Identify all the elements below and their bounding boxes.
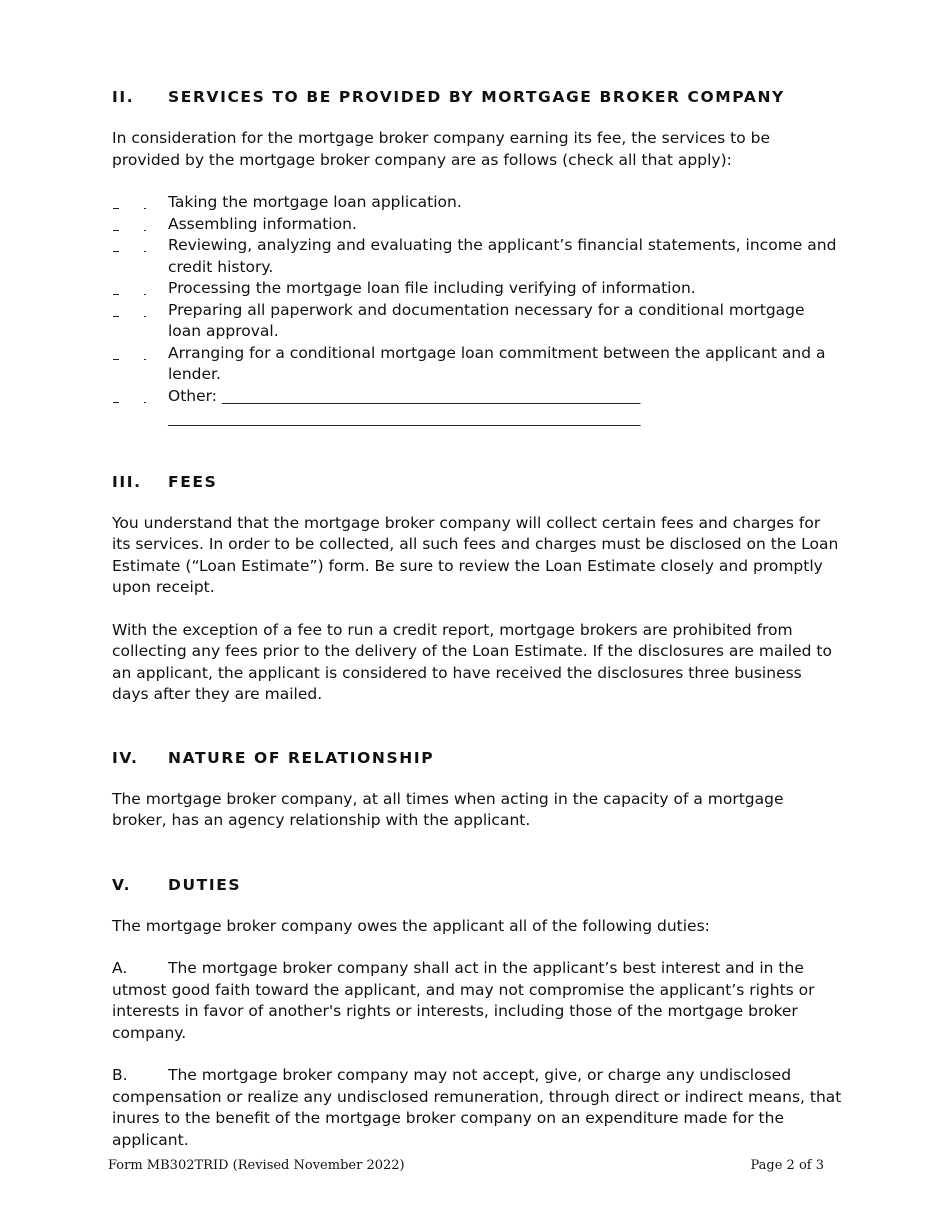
checkbox-blank[interactable] <box>112 214 168 236</box>
section-number: V. <box>112 875 132 894</box>
other-fill-line-2[interactable]: ______________________________________________________________________ <box>168 411 641 427</box>
section-4-heading <box>112 747 842 769</box>
section-title: FEES <box>168 472 218 491</box>
page-number: Page 2 of 3 <box>750 1158 824 1173</box>
checkbox-blank[interactable] <box>112 300 168 343</box>
section-title: DUTIES <box>168 875 242 894</box>
fees-paragraph-1: You understand that the mortgage broker company will collect certain fees and charges for its services. In order to be collected, all such fees and charges must be disclosed on the Loan Estimate (“Loan Estimate”) form. Be sure to review the Loan Estimate closely and promptly upon receipt. <box>112 513 839 596</box>
section-5-heading <box>112 874 842 896</box>
services-intro: In consideration for the mortgage broker company earning its fee, the services to be provided by the mortgage broker company are as follows (check all that apply): <box>112 129 771 169</box>
checkbox-blank[interactable] <box>112 278 168 300</box>
section-number: II. <box>112 88 135 106</box>
section-number: III. <box>112 472 142 491</box>
duty-a <box>112 958 842 1044</box>
checkbox-blank[interactable] <box>112 343 168 386</box>
section-3-heading <box>112 471 842 493</box>
checklist-item[interactable]: Arranging for a conditional mortgage loan commitment between the applicant and a lender. <box>112 343 842 386</box>
form-id: Form MB302TRID (Revised November 2022) <box>108 1158 405 1173</box>
fees-paragraph-2: With the exception of a fee to run a credit report, mortgage brokers are prohibited from collecting any fees prior to the delivery of the Loan Estimate. If the disclosures are mailed to an applicant, the applicant is considered to have received the disclosures three business days after they are mailed. <box>112 620 832 703</box>
checklist-item[interactable]: Preparing all paperwork and documentation necessary for a conditional mortgage loan approval. <box>112 300 842 343</box>
page-footer <box>108 1158 824 1173</box>
checklist-item[interactable]: Reviewing, analyzing and evaluating the applicant’s financial statements, income and credit history. <box>112 235 842 278</box>
other-fill-line-1[interactable]: ______________________________________________________________ <box>221 388 641 405</box>
checklist-item-other[interactable] <box>112 386 842 431</box>
duty-a-text: The mortgage broker company shall act in the applicant’s best interest and in the utmost good faith toward the applicant, and may not compromise the applicant’s rights or interests in favor of another's rights or interests, including those of the mortgage broker company. <box>112 959 815 1042</box>
section-2-heading <box>112 86 842 108</box>
checkbox-blank[interactable] <box>112 386 168 431</box>
section-title: NATURE OF RELATIONSHIP <box>168 748 435 767</box>
services-checklist <box>112 192 842 431</box>
checklist-item[interactable]: Processing the mortgage loan file including verifying of information. <box>112 278 842 300</box>
duty-b <box>112 1065 842 1151</box>
other-label: Other: <box>168 386 217 405</box>
duty-a-label: A. <box>112 959 128 977</box>
duties-intro: The mortgage broker company owes the applicant all of the following duties: <box>112 916 710 935</box>
section-title: SERVICES TO BE PROVIDED BY MORTGAGE BROKER COMPANY <box>168 88 785 106</box>
section-number: IV. <box>112 748 139 767</box>
document-page <box>112 86 842 1151</box>
checklist-item[interactable]: Assembling information. <box>112 214 842 236</box>
duty-b-label: B. <box>112 1066 128 1084</box>
checkbox-blank[interactable] <box>112 192 168 214</box>
relationship-paragraph: The mortgage broker company, at all times when acting in the capacity of a mortgage broker, has an agency relationship with the applicant. <box>112 789 784 829</box>
checklist-item[interactable]: Taking the mortgage loan application. <box>112 192 842 214</box>
duty-b-text: The mortgage broker company may not accept, give, or charge any undisclosed compensation or realize any undisclosed remuneration, through direct or indirect means, that inures to the benefit of the mortgage broker company on an expenditure made for the applicant. <box>112 1066 842 1149</box>
checkbox-blank[interactable] <box>112 235 168 278</box>
